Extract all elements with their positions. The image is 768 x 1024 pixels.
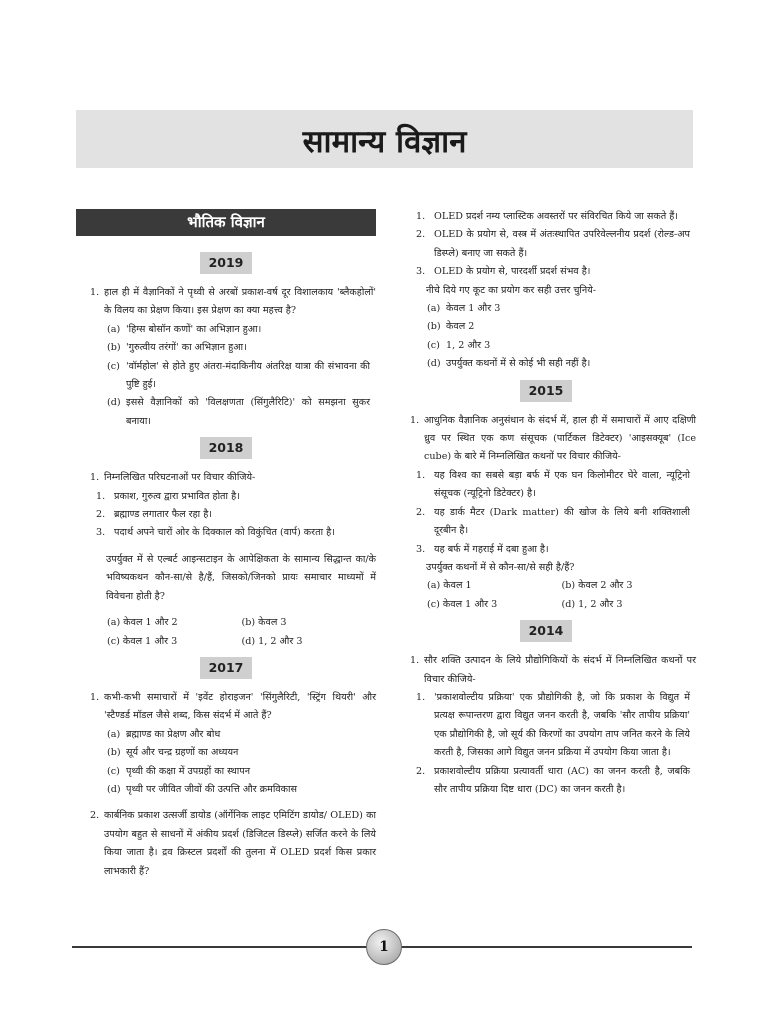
option-text: केवल 2 xyxy=(446,321,475,333)
option xyxy=(396,318,696,336)
statement-text: OLED के प्रयोग से, पारदर्शी प्रदर्श संभव है। xyxy=(434,266,591,278)
option xyxy=(76,394,376,431)
option xyxy=(396,300,696,318)
options-grid xyxy=(396,577,696,614)
page-number: 1 xyxy=(366,929,402,965)
statement xyxy=(396,763,696,800)
option-text: पृथ्वी पर जीवित जीवों की उत्पत्ति और क्रमविकास xyxy=(126,783,297,795)
option-label: (c) xyxy=(107,360,120,372)
question-text: हाल ही में वैज्ञानिकों ने पृथ्वी से अरबों प्रकाश-वर्ष दूर विशालकाय 'ब्लैकहोलों' के विलय का प्रेक्षण किया। इस प्रेक्षण का क्या महत्त्व है? xyxy=(104,287,376,317)
question-2017-1 xyxy=(76,689,376,726)
question-number: 2. xyxy=(90,810,100,822)
option: (a) केवल 1 xyxy=(427,580,472,592)
year-badge-2015: 2015 xyxy=(520,380,572,402)
option-label: (a) xyxy=(107,728,121,740)
option-text: 1, 2 और 3 xyxy=(446,339,491,351)
year-badge-2017: 2017 xyxy=(200,657,252,679)
option: (d) 1, 2 और 3 xyxy=(241,635,303,647)
statement xyxy=(396,541,696,559)
statement xyxy=(396,226,696,263)
option-text: 'वॉर्महोल' से होते हुए अंतरा-मंदाकिनीय अंतरिक्ष यात्रा की संभावना की पुष्टि हुई। xyxy=(126,360,370,391)
statement xyxy=(76,488,376,506)
statement xyxy=(396,689,696,763)
statement-number: 1. xyxy=(416,211,426,222)
option xyxy=(76,339,376,357)
statement-number: 2. xyxy=(416,506,426,518)
statement xyxy=(76,524,376,542)
option-label: (c) xyxy=(107,765,120,777)
instruction-text: नीचे दिये गए कूट का प्रयोग कर सही उत्तर चुनिये- xyxy=(426,284,597,296)
question-number: 1. xyxy=(90,691,100,703)
statement-number: 1. xyxy=(96,490,106,502)
statement-number: 1. xyxy=(416,469,426,481)
instruction-text: उपर्युक्त कथनों में से कौन-सा/से सही है/हैं? xyxy=(426,561,575,573)
question-2019-1 xyxy=(76,284,376,321)
option-text: 'गुरुत्वीय तरंगों' का अभिज्ञान हुआ। xyxy=(126,342,247,354)
option-label: (c) xyxy=(427,339,440,351)
statement xyxy=(396,467,696,504)
option: (b) केवल 3 xyxy=(241,617,287,629)
section-heading: भौतिक विज्ञान xyxy=(76,209,376,236)
option-label: (b) xyxy=(107,342,121,354)
option: (a) केवल 1 और 2 xyxy=(107,617,178,629)
question-number: 1. xyxy=(410,655,420,667)
statement-text: प्रकाश, गुरुत्व द्वारा प्रभावित होता है। xyxy=(114,490,240,502)
statement xyxy=(396,263,696,281)
question-number: 1. xyxy=(90,287,100,298)
option xyxy=(76,744,376,762)
statement-text: ब्रह्माण्ड लगातार फैल रहा है। xyxy=(114,509,212,521)
option-label: (d) xyxy=(107,397,121,409)
option-label: (a) xyxy=(107,323,121,335)
option xyxy=(396,355,696,373)
question-text: आधुनिक वैज्ञानिक अनुसंधान के संदर्भ में, हाल ही में समाचारों में आए दक्षिणी ध्रुव पर स्थित एक कण संसूचक (पार्टिकल डिटेक्टर) 'आइसक्यूब' (Ice cube) के बारे में निम्नलिखित कथनों पर विचार कीजिये- xyxy=(424,414,696,463)
statement-number: 2. xyxy=(416,765,426,777)
question-text: कार्बनिक प्रकाश उत्सर्जी डायोड (ऑर्गेनिक लाइट एमिटिंग डायोड/ OLED) का उपयोग बहुत से साधनों में अंकीय प्रदर्श (डिजिटल डिस्प्ले) सर्जित करने के लिये किया जाता है। द्रव क्रिस्टल प्रदर्शों की तुलना में OLED प्रदर्श किस प्रकार लाभकारी हैं? xyxy=(104,810,376,877)
option-text: ब्रह्माण्ड का प्रेक्षण और बोध xyxy=(126,728,221,740)
option-text: सूर्य और चन्द्र ग्रहणों का अध्ययन xyxy=(126,747,239,759)
statement-number: 3. xyxy=(96,527,106,539)
question-2015-1 xyxy=(396,412,696,467)
option xyxy=(76,781,376,799)
year-badge-2018: 2018 xyxy=(200,437,252,459)
option: (c) केवल 1 और 3 xyxy=(427,598,498,610)
question-2017-2 xyxy=(76,807,376,881)
option-text: केवल 1 और 3 xyxy=(446,303,501,315)
right-column xyxy=(396,208,696,799)
statement-text: पदार्थ अपने चारों ओर के दिक्काल को विकुंचित (वार्प) करता है। xyxy=(114,527,335,539)
title-band xyxy=(76,110,693,168)
option-label: (a) xyxy=(427,303,441,315)
option-label: (b) xyxy=(107,747,121,759)
statement xyxy=(76,506,376,524)
option: (b) केवल 2 और 3 xyxy=(561,580,633,592)
options-grid xyxy=(76,614,376,651)
question-2018-1 xyxy=(76,469,376,487)
question-text: कभी-कभी समाचारों में 'इवेंट होराइजन' 'सिंगुलैरिटी, 'स्ट्रिंग थियरी' और 'स्टैण्डर्ड मॉडल जैसे शब्द, किस संदर्भ में आते हैं? xyxy=(104,691,376,722)
statement-number: 2. xyxy=(416,229,426,241)
statement-number: 3. xyxy=(416,543,426,555)
option xyxy=(76,321,376,339)
option-label: (d) xyxy=(107,783,121,795)
option: (d) 1, 2 और 3 xyxy=(561,598,623,610)
option-text: उपर्युक्त कथनों में से कोई भी सही नहीं है। xyxy=(446,358,591,370)
option xyxy=(396,337,696,355)
page-title: सामान्य विज्ञान xyxy=(302,124,467,160)
year-badge-2014: 2014 xyxy=(520,620,572,642)
option-text: पृथ्वी की कक्षा में उपग्रहों का स्थापन xyxy=(126,765,251,777)
instruction-text: उपर्युक्त में से एल्बर्ट आइन्सटाइन के आपेक्षिकता के सामान्य सिद्धान्त का/के भविष्यकथन कौन-सा/से है/हैं, जिसको/जिनको प्रायः समाचार माध्यमों में विवेचना होती है? xyxy=(106,553,376,602)
question-text: सौर शक्ति उत्पादन के लिये प्रौद्योगिकियों के संदर्भ में निम्नलिखित कथनों पर विचार कीजिये- xyxy=(424,655,696,685)
statement-text: यह बर्फ में गहराई में दबा हुआ है। xyxy=(434,543,549,555)
left-column xyxy=(76,208,376,881)
statement xyxy=(396,504,696,541)
statement-number: 1. xyxy=(416,691,426,703)
option xyxy=(76,763,376,781)
option xyxy=(76,726,376,744)
statement-number: 2. xyxy=(96,509,106,521)
statement-text: OLED के प्रयोग से, वस्त्र में अंतःस्थापित उपरिवेल्लनीय प्रदर्श (रोल्ड-अप डिस्प्ले) बनाए जा सकते हैं। xyxy=(434,229,690,259)
question-number: 1. xyxy=(410,414,420,426)
statement-text: 'प्रकाशवोल्टीय प्रक्रिया' एक प्रौद्योगिकी है, जो कि प्रकाश के विद्युत में प्रत्यक्ष रूपान्तरण द्वारा विद्युत जनन करती है, जबकि 'सौर तापीय प्रक्रिया' एक प्रौद्योगिकी है, जो सूर्य की किरणों का उपयोग ताप जनित करने के लिये करती है, जिसका आगे विद्युत जनन प्रक्रिया में उपयोग किया जाता है। xyxy=(434,691,690,759)
statement-text: प्रकाशवोल्टीय प्रक्रिया प्रत्यावर्ती धारा (AC) का जनन करती है, जबकि सौर तापीय प्रक्रिया दिष्ट धारा (DC) का जनन करती है। xyxy=(434,765,690,795)
question-number: 1. xyxy=(90,472,100,484)
statement-text: OLED प्रदर्श नम्य प्लास्टिक अवस्तरों पर संविरचित किये जा सकते हैं। xyxy=(434,211,679,222)
year-badge-2019: 2019 xyxy=(200,252,252,274)
option-text: 'हिग्स बोसॉन कणों' का अभिज्ञान हुआ। xyxy=(126,323,262,335)
option: (c) केवल 1 और 3 xyxy=(107,635,178,647)
statement-text: यह विश्व का सबसे बड़ा बर्फ में एक घन किलोमीटर घेरे वाला, न्यूट्रिनो संसूचक (न्यूट्रिनो डिटेक्टर) है। xyxy=(434,469,690,500)
question-text: निम्नलिखित परिघटनाओं पर विचार कीजिये- xyxy=(104,472,256,484)
statement xyxy=(396,208,696,226)
option-label: (d) xyxy=(427,358,441,370)
statement-number: 3. xyxy=(416,266,426,278)
question-2014-1 xyxy=(396,652,696,689)
option-text: इससे वैज्ञानिकों को 'विलक्षणता (सिंगुलैरिटि)' को समझना सुकर बनाया। xyxy=(126,397,370,427)
option-label: (b) xyxy=(427,321,441,333)
statement-text: यह डार्क मैटर (Dark matter) की खोज के लिये बनी शक्तिशाली दूरबीन है। xyxy=(434,506,690,537)
option xyxy=(76,358,376,395)
